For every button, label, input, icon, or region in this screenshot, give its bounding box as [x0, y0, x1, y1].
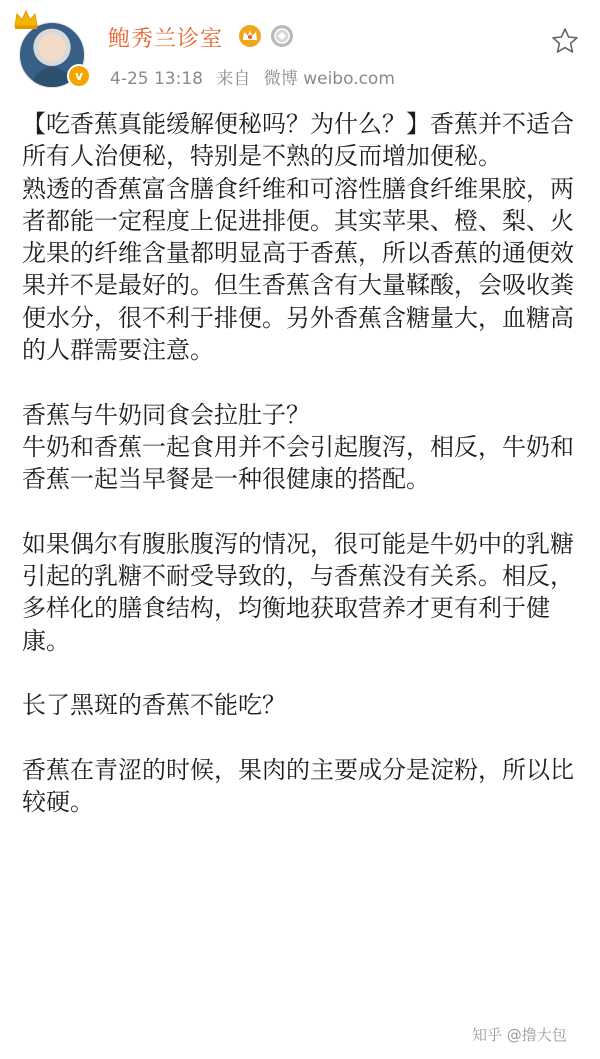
- paragraph-gap: [22, 722, 582, 754]
- author-name[interactable]: 鲍秀兰诊室: [108, 27, 224, 52]
- author-avatar-group[interactable]: [19, 18, 89, 88]
- subheading: 长了黑斑的香蕉不能吃？: [22, 691, 286, 720]
- paragraph: 【吃香蕉真能缓解便秘吗？为什么？】香蕉并不适合所有人治便秘，特别是不熟的反而增加便秘。: [22, 110, 574, 171]
- paragraph: 如果偶尔有腹胀腹泻的情况，很可能是牛奶中的乳糖引起的乳糖不耐受导致的，与香蕉没有关系。相反，多样化的膳食结构，均衡地获取营养才更有利于健康。: [22, 529, 574, 655]
- post-header: [0, 0, 600, 100]
- paragraph: 香蕉在青涩的时候，果肉的主要成分是淀粉，所以比较硬。: [22, 755, 574, 817]
- paragraph-gap: [22, 366, 582, 398]
- favorite-star-icon[interactable]: [550, 26, 580, 56]
- subheading: 香蕉与牛奶同食会拉肚子？: [22, 400, 310, 429]
- post-body: [22, 108, 582, 819]
- verified-v-icon: v: [67, 64, 91, 88]
- paragraph-gap: [22, 496, 582, 528]
- post-meta: [110, 64, 403, 89]
- paragraph-gap: [22, 657, 582, 689]
- paragraph: 牛奶和香蕉一起食用并不会引起腹泻，相反，牛奶和香蕉一起当早餐是一种很健康的搭配。: [22, 432, 574, 494]
- crown-icon: [13, 8, 39, 30]
- source-prefix: 来自: [216, 69, 251, 89]
- post-time: 4-25 13:18: [110, 69, 203, 89]
- watermark: 知乎 @撸大包: [472, 1026, 567, 1044]
- post-source[interactable]: 微博 weibo.com: [263, 69, 395, 89]
- medal-badge-icon[interactable]: [270, 24, 294, 48]
- member-crown-badge-icon[interactable]: [238, 24, 262, 48]
- paragraph: 熟透的香蕉富含膳食纤维和可溶性膳食纤维果胶，两者都能一定程度上促进排便。其实苹果、橙、梨、火龙果的纤维含量都明显高于香蕉，所以香蕉的通便效果并不是最好的。但生香蕉含有大量鞣酸，会吸收粪便水分，很不利于排便。另外香蕉含糖量大，血糖高的人群需要注意。: [22, 174, 574, 365]
